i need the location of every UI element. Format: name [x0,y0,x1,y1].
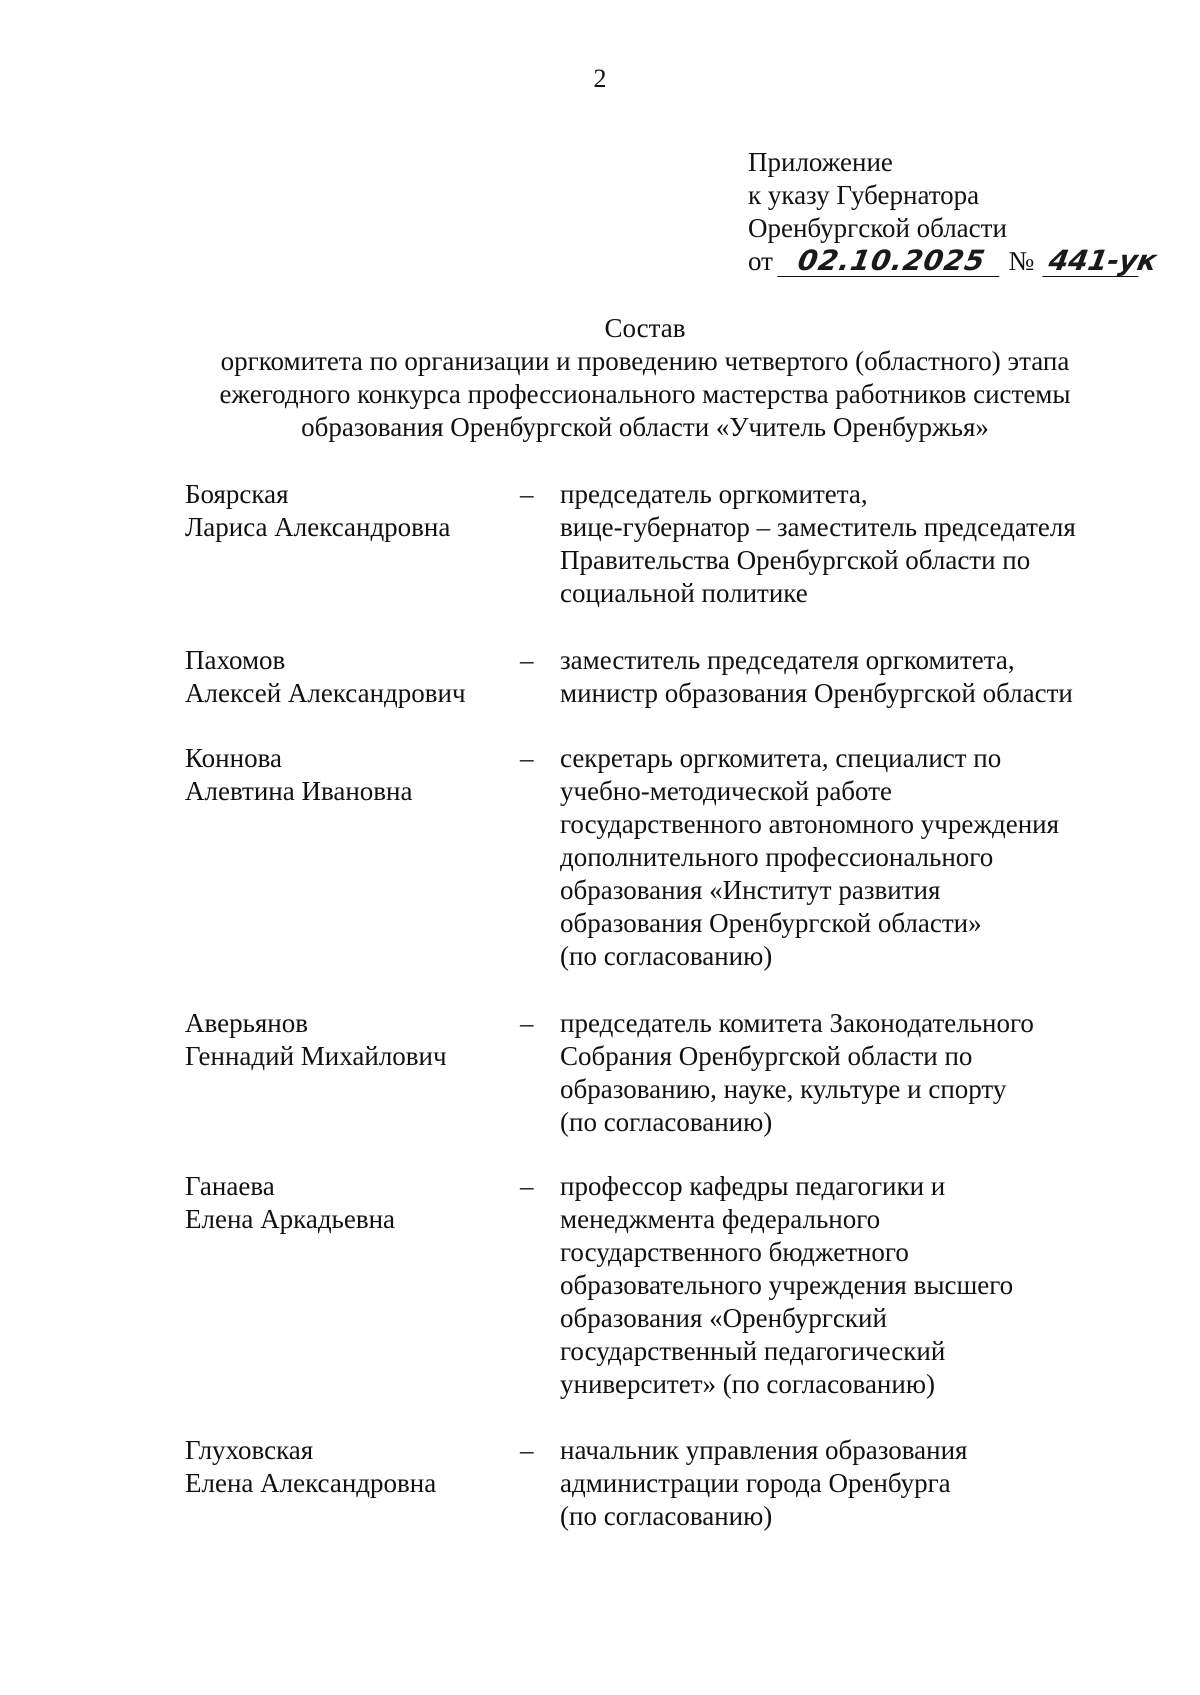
member-name [185,644,515,710]
appendix-line-3: Оренбургской области [748,213,1007,243]
role-line: образовательного учреждения высшего [560,1270,1014,1300]
decree-reference-line [748,245,1168,278]
role-line: образованию, науке, культуре и спорту [560,1074,1007,1104]
dash-separator: – [520,743,534,773]
role-line: (по согласованию) [560,941,773,971]
date-prefix: от [748,246,773,276]
role-line: государственного автономного учреждения [560,809,1060,839]
member-surname: Аверьянов [185,1008,309,1038]
role-line: начальник управления образования [560,1435,968,1465]
dash-separator: – [520,1435,534,1465]
dash-separator: – [520,1008,534,1038]
role-line: образования Оренбургской области» [560,908,982,938]
role-line: образования «Оренбургский [560,1303,887,1333]
member-name [185,1007,515,1073]
member-surname: Коннова [185,743,282,773]
member-role [560,1170,1120,1401]
role-line: менеджмента федерального [560,1204,881,1234]
role-line: Собрания Оренбургской области по [560,1041,973,1071]
member-role [560,478,1120,610]
member-name [185,1434,515,1500]
dash-separator: – [520,479,534,509]
title-heading: Состав [604,313,686,343]
title-line-1: оргкомитета по организации и проведению четвертого (областного) этапа [220,346,1070,376]
member-name [185,478,515,544]
role-line: учебно-методической работе [560,776,892,806]
role-line: университет» (по согласованию) [560,1369,935,1399]
member-surname: Боярская [185,479,289,509]
role-line: дополнительного профессионального [560,842,994,872]
dash-separator: – [520,1171,534,1201]
handwritten-decree-number: 441-ук [1042,246,1143,277]
role-line: Правительства Оренбургской области по [560,545,1031,575]
member-surname: Ганаева [185,1171,275,1201]
member-given-names: Алексей Александрович [185,678,466,708]
member-given-names: Алевтина Ивановна [185,776,413,806]
role-line: образования «Институт развития [560,875,941,905]
role-line: (по согласованию) [560,1107,773,1137]
member-role [560,742,1120,973]
role-line: администрации города Оренбурга [560,1468,951,1498]
member-given-names: Лариса Александровна [185,512,451,542]
title-line-2: ежегодного конкурса профессионального мастерства работников системы [219,379,1071,409]
appendix-line-2: к указу Губернатора [748,180,980,210]
role-line: государственного бюджетного [560,1237,909,1267]
member-surname: Глуховская [185,1435,314,1465]
member-name [185,1170,515,1236]
page-number: 2 [593,64,607,93]
number-prefix: № [1008,246,1035,276]
member-role [560,1007,1120,1139]
role-line: секретарь оргкомитета, специалист по [560,743,1002,773]
member-role [560,1434,1120,1533]
role-line: (по согласованию) [560,1501,773,1531]
member-given-names: Елена Александровна [185,1468,437,1498]
handwritten-date: 02.10.2025 [777,246,1004,277]
dash-separator: – [520,645,534,675]
role-line: вице-губернатор – заместитель председателя [560,512,1076,542]
appendix-line-1: Приложение [748,147,893,177]
role-line: социальной политике [560,578,808,608]
member-name [185,742,515,808]
title-line-3: образования Оренбургской области «Учитель Оренбуржья» [301,412,989,442]
role-line: государственный педагогический [560,1336,946,1366]
role-line: председатель оргкомитета, [560,479,868,509]
member-given-names: Геннадий Михайлович [185,1041,447,1071]
member-given-names: Елена Аркадьевна [185,1204,396,1234]
role-line: профессор кафедры педагогики и [560,1171,946,1201]
member-role [560,644,1120,710]
member-surname: Пахомов [185,645,286,675]
role-line: заместитель председателя оргкомитета, [560,645,1015,675]
role-line: министр образования Оренбургской области [560,678,1073,708]
document-title [0,312,1200,444]
role-line: председатель комитета Законодательного [560,1008,1034,1038]
appendix-header [748,146,1168,278]
